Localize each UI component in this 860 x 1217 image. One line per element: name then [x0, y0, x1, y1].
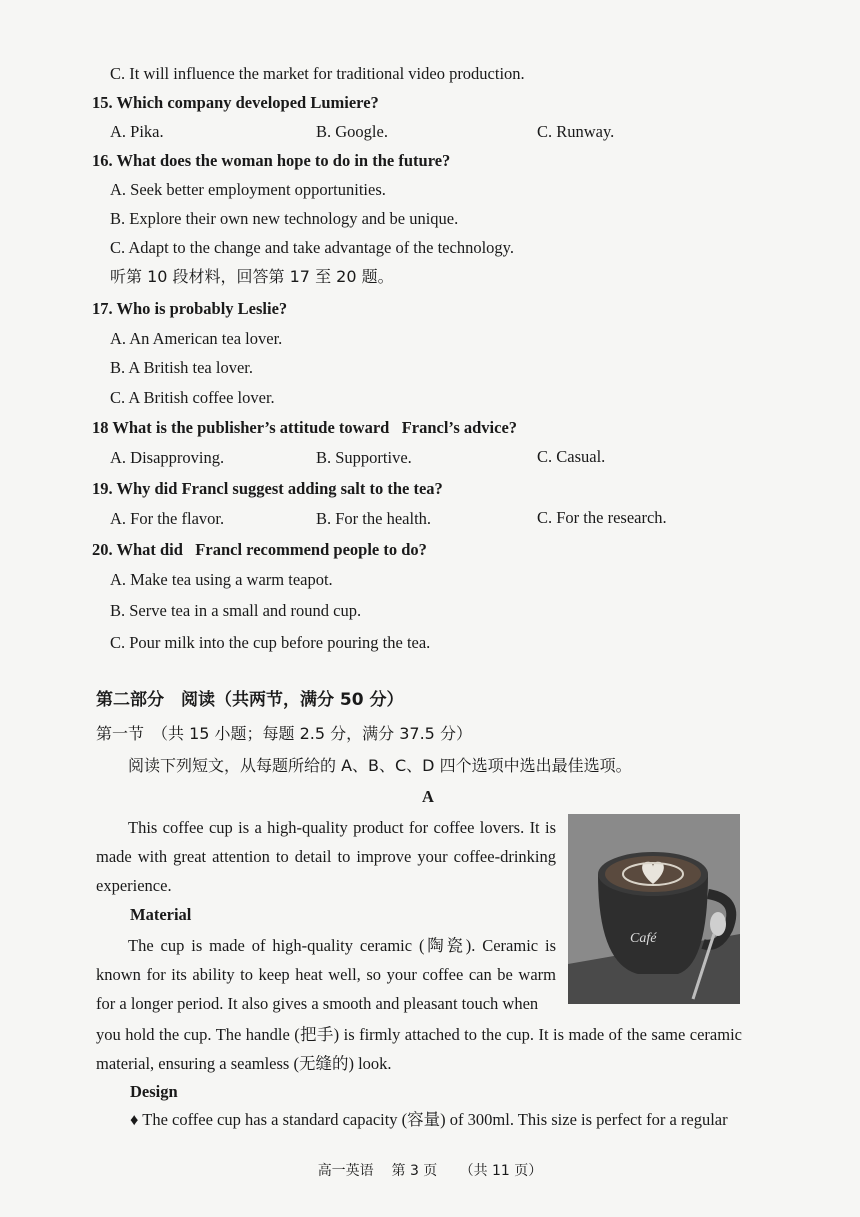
- design-bullet: ♦ The coffee cup has a standard capacity (容量) of 300ml. This size is perfect for a regular: [130, 1110, 728, 1129]
- question-19: [92, 479, 443, 499]
- q17-option-c: C. A British coffee lover.: [110, 388, 275, 407]
- q19-option-c: C. For the research.: [537, 508, 667, 527]
- material-paragraph-continued: you hold the cup. The handle (把手) is firmly attached to the cup. It is made of the same ceramic material, ensuring a seamless (无缝的) look.: [96, 1025, 742, 1073]
- q16-option-b: B. Explore their own new technology and be unique.: [110, 209, 459, 228]
- q18-option-b: B. Supportive.: [316, 448, 412, 467]
- q16-option-a: A. Seek better employment opportunities.: [110, 180, 386, 199]
- section-subtitle: 第一节 （共 15 小题；每题 2.5 分，满分 37.5 分）: [96, 724, 472, 743]
- question-18: [92, 418, 517, 438]
- footer-total: （共 11 页）: [459, 1163, 543, 1179]
- question-number: 19.: [92, 479, 113, 498]
- question-number: 16.: [92, 151, 113, 170]
- question-15: [92, 93, 379, 113]
- q20-option-a: A. Make tea using a warm teapot.: [110, 570, 333, 589]
- passage-intro: [96, 813, 556, 900]
- question-16: [92, 151, 450, 171]
- material-heading: Material: [130, 905, 192, 924]
- listening-instruction: 听第 10 段材料，回答第 17 至 20 题。: [110, 267, 394, 286]
- question-text: Who is probably Leslie?: [116, 299, 288, 318]
- question-text: What does the woman hope to do in the future?: [116, 151, 451, 170]
- q20-option-c: C. Pour milk into the cup before pouring the tea.: [110, 633, 431, 652]
- passage-label: A: [422, 787, 434, 806]
- question-text: What did Francl recommend people to do?: [116, 540, 427, 559]
- question-text: Why did Francl suggest adding salt to the tea?: [116, 479, 443, 498]
- cup-logo-text: Café: [630, 931, 657, 946]
- footer-page: 第 3 页: [391, 1163, 438, 1179]
- q15-option-c: C. Runway.: [537, 122, 615, 141]
- question-number: 20.: [92, 540, 113, 559]
- question-20: [92, 540, 427, 560]
- section-instruction: 阅读下列短文，从每题所给的 A、B、C、D 四个选项中选出最佳选项。: [128, 756, 632, 775]
- question-text: Which company developed Lumiere?: [116, 93, 379, 112]
- q15-option-b: B. Google.: [316, 122, 388, 141]
- q17-option-b: B. A British tea lover.: [110, 358, 253, 377]
- question-17: [92, 299, 287, 319]
- q19-option-a: A. For the flavor.: [110, 509, 225, 528]
- q19-option-b: B. For the health.: [316, 509, 432, 528]
- question-number: 17.: [92, 299, 113, 318]
- footer-subject: 高一英语: [317, 1163, 374, 1179]
- material-paragraph: [96, 931, 556, 1018]
- design-heading: Design: [130, 1082, 178, 1101]
- q14-option-c: C. It will influence the market for traditional video production.: [110, 64, 525, 83]
- coffee-cup-illustration: [568, 814, 740, 1004]
- q16-option-c: C. Adapt to the change and take advantage of the technology.: [110, 238, 514, 257]
- q18-option-a: A. Disapproving.: [110, 448, 225, 467]
- question-number: 15.: [92, 93, 113, 112]
- page-footer: [0, 1160, 860, 1180]
- q18-option-c: C. Casual.: [537, 447, 606, 466]
- passage-intro-text: This coffee cup is a high-quality product for coffee lovers. It is made with great attention to detail to improve your coffee-drinking experience.: [96, 818, 556, 895]
- question-text: What is the publisher’s attitude toward Francl’s advice?: [112, 418, 518, 437]
- q20-option-b: B. Serve tea in a small and round cup.: [110, 601, 362, 620]
- question-number: 18: [92, 418, 109, 437]
- q17-option-a: A. An American tea lover.: [110, 329, 283, 348]
- coffee-cup-photo: [568, 814, 740, 1004]
- material-text-1: The cup is made of high-quality ceramic (陶瓷). Ceramic is known for its ability to keep heat well, so your coffee can be warm for a longer period. It also gives a smooth and pleasant touch when: [96, 936, 556, 1013]
- q15-option-a: A. Pika.: [110, 122, 164, 141]
- section-title: 第二部分 阅读（共两节，满分 50 分）: [96, 690, 404, 710]
